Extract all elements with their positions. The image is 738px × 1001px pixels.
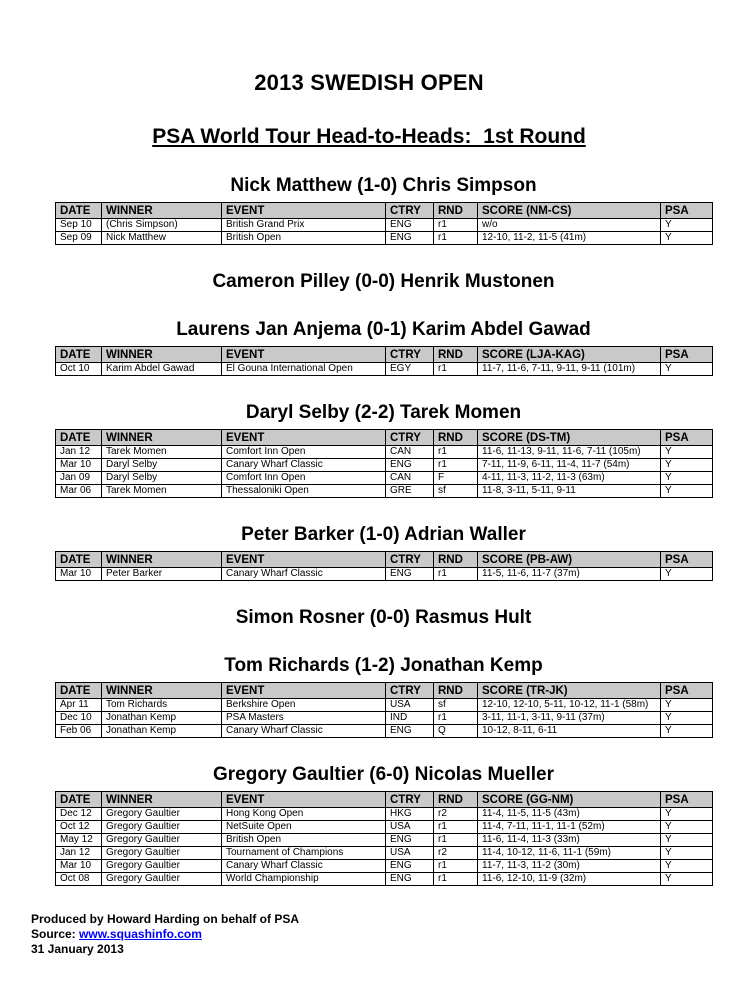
cell-score: 10-12, 8-11, 6-11 xyxy=(478,725,661,738)
cell-psa: Y xyxy=(661,808,713,821)
cell-ctry: ENG xyxy=(386,834,434,847)
match-row xyxy=(56,699,713,712)
cell-score: 11-6, 11-4, 11-3 (33m) xyxy=(478,834,661,847)
cell-score: 4-11, 11-3, 11-2, 11-3 (63m) xyxy=(478,472,661,485)
cell-psa: Y xyxy=(661,472,713,485)
matchup-heading: Laurens Jan Anjema (0-1) Karim Abdel Gawad xyxy=(176,319,591,340)
footer-source-label: Source: xyxy=(31,927,76,941)
cell-psa: Y xyxy=(661,821,713,834)
column-header-score: SCORE (LJA-KAG) xyxy=(478,347,661,363)
column-header-ctry: CTRY xyxy=(386,430,434,446)
cell-rnd: r1 xyxy=(434,568,478,581)
cell-winner: Karim Abdel Gawad xyxy=(102,363,222,376)
cell-date: Mar 10 xyxy=(56,459,102,472)
matchup-heading: Tom Richards (1-2) Jonathan Kemp xyxy=(224,655,543,676)
column-header-winner: WINNER xyxy=(102,792,222,808)
cell-score: 7-11, 11-9, 6-11, 11-4, 11-7 (54m) xyxy=(478,459,661,472)
column-header-event: EVENT xyxy=(222,203,386,219)
cell-date: Oct 08 xyxy=(56,873,102,886)
column-header-psa: PSA xyxy=(661,430,713,446)
cell-date: Sep 09 xyxy=(56,232,102,245)
matchup-heading: Daryl Selby (2-2) Tarek Momen xyxy=(245,402,522,423)
cell-date: Dec 12 xyxy=(56,808,102,821)
cell-score: 11-4, 11-5, 11-5 (43m) xyxy=(478,808,661,821)
cell-rnd: r1 xyxy=(434,219,478,232)
head-to-head-table xyxy=(55,346,713,376)
matchup-heading: Nick Matthew (1-0) Chris Simpson xyxy=(230,175,537,196)
cell-psa: Y xyxy=(661,725,713,738)
cell-ctry: IND xyxy=(386,712,434,725)
cell-score: 3-11, 11-1, 3-11, 9-11 (37m) xyxy=(478,712,661,725)
cell-date: Jan 09 xyxy=(56,472,102,485)
cell-winner: Gregory Gaultier xyxy=(102,860,222,873)
cell-winner: Gregory Gaultier xyxy=(102,834,222,847)
head-to-head-table xyxy=(55,429,713,498)
matchup-section xyxy=(55,271,712,293)
cell-date: Jan 12 xyxy=(56,847,102,860)
column-header-date: DATE xyxy=(56,792,102,808)
cell-ctry: ENG xyxy=(386,568,434,581)
cell-date: Sep 10 xyxy=(56,219,102,232)
matchup-section xyxy=(55,764,712,886)
cell-event: Canary Wharf Classic xyxy=(222,568,386,581)
cell-ctry: ENG xyxy=(386,725,434,738)
column-header-psa: PSA xyxy=(661,552,713,568)
cell-date: Dec 10 xyxy=(56,712,102,725)
cell-date: Mar 06 xyxy=(56,485,102,498)
cell-ctry: ENG xyxy=(386,860,434,873)
cell-psa: Y xyxy=(661,712,713,725)
column-header-rnd: RND xyxy=(434,430,478,446)
match-row xyxy=(56,232,713,245)
column-header-date: DATE xyxy=(56,552,102,568)
column-header-winner: WINNER xyxy=(102,203,222,219)
cell-event: El Gouna International Open xyxy=(222,363,386,376)
cell-event: British Open xyxy=(222,232,386,245)
column-header-score: SCORE (PB-AW) xyxy=(478,552,661,568)
column-header-event: EVENT xyxy=(222,792,386,808)
cell-rnd: r1 xyxy=(434,459,478,472)
match-row xyxy=(56,363,713,376)
cell-ctry: HKG xyxy=(386,808,434,821)
cell-psa: Y xyxy=(661,485,713,498)
matchup-heading: Simon Rosner (0-0) Rasmus Hult xyxy=(235,607,532,628)
cell-event: Canary Wharf Classic xyxy=(222,725,386,738)
cell-rnd: r1 xyxy=(434,446,478,459)
cell-date: Mar 10 xyxy=(56,568,102,581)
cell-score: 11-7, 11-3, 11-2 (30m) xyxy=(478,860,661,873)
cell-date: Mar 10 xyxy=(56,860,102,873)
cell-ctry: USA xyxy=(386,847,434,860)
cell-psa: Y xyxy=(661,873,713,886)
cell-score: 11-6, 12-10, 11-9 (32m) xyxy=(478,873,661,886)
cell-psa: Y xyxy=(661,232,713,245)
cell-ctry: USA xyxy=(386,821,434,834)
column-header-event: EVENT xyxy=(222,683,386,699)
cell-rnd: r1 xyxy=(434,363,478,376)
column-header-date: DATE xyxy=(56,683,102,699)
cell-rnd: r2 xyxy=(434,808,478,821)
cell-winner: Gregory Gaultier xyxy=(102,847,222,860)
table-header-row xyxy=(56,552,713,568)
column-header-date: DATE xyxy=(56,347,102,363)
cell-rnd: sf xyxy=(434,699,478,712)
cell-rnd: sf xyxy=(434,485,478,498)
column-header-date: DATE xyxy=(56,430,102,446)
head-to-head-table xyxy=(55,202,713,245)
cell-ctry: CAN xyxy=(386,446,434,459)
cell-psa: Y xyxy=(661,847,713,860)
table-header-row xyxy=(56,792,713,808)
cell-rnd: r1 xyxy=(434,821,478,834)
matchup-section xyxy=(55,402,712,498)
footer-source-line xyxy=(31,927,738,942)
column-header-score: SCORE (TR-JK) xyxy=(478,683,661,699)
matchups-container xyxy=(55,175,712,886)
cell-score: 11-7, 11-6, 7-11, 9-11, 9-11 (101m) xyxy=(478,363,661,376)
column-header-psa: PSA xyxy=(661,683,713,699)
column-header-rnd: RND xyxy=(434,683,478,699)
column-header-winner: WINNER xyxy=(102,552,222,568)
page-title: 2013 SWEDISH OPEN xyxy=(254,70,484,95)
cell-event: Berkshire Open xyxy=(222,699,386,712)
cell-event: Hong Kong Open xyxy=(222,808,386,821)
cell-winner: Daryl Selby xyxy=(102,459,222,472)
cell-score: 12-10, 12-10, 5-11, 10-12, 11-1 (58m) xyxy=(478,699,661,712)
match-row xyxy=(56,860,713,873)
cell-winner: Daryl Selby xyxy=(102,472,222,485)
head-to-head-table xyxy=(55,791,713,886)
match-row xyxy=(56,485,713,498)
cell-event: Canary Wharf Classic xyxy=(222,860,386,873)
match-row xyxy=(56,712,713,725)
cell-event: Comfort Inn Open xyxy=(222,472,386,485)
cell-score: 12-10, 11-2, 11-5 (41m) xyxy=(478,232,661,245)
cell-rnd: r1 xyxy=(434,232,478,245)
cell-event: NetSuite Open xyxy=(222,821,386,834)
head-to-head-table xyxy=(55,551,713,581)
cell-winner: Jonathan Kemp xyxy=(102,725,222,738)
cell-ctry: ENG xyxy=(386,232,434,245)
match-row xyxy=(56,459,713,472)
match-row xyxy=(56,873,713,886)
table-header-row xyxy=(56,347,713,363)
matchup-section xyxy=(55,524,712,581)
match-row xyxy=(56,568,713,581)
cell-date: Oct 12 xyxy=(56,821,102,834)
cell-score: 11-4, 10-12, 11-6, 11-1 (59m) xyxy=(478,847,661,860)
cell-ctry: ENG xyxy=(386,459,434,472)
cell-event: British Open xyxy=(222,834,386,847)
cell-rnd: Q xyxy=(434,725,478,738)
match-row xyxy=(56,472,713,485)
footer xyxy=(31,912,738,957)
cell-winner: Gregory Gaultier xyxy=(102,821,222,834)
cell-rnd: F xyxy=(434,472,478,485)
column-header-ctry: CTRY xyxy=(386,683,434,699)
cell-ctry: EGY xyxy=(386,363,434,376)
column-header-event: EVENT xyxy=(222,552,386,568)
cell-psa: Y xyxy=(661,219,713,232)
cell-ctry: USA xyxy=(386,699,434,712)
footer-produced-by: Produced by Howard Harding on behalf of PSA xyxy=(31,912,300,926)
cell-score: 11-8, 3-11, 5-11, 9-11 xyxy=(478,485,661,498)
cell-winner: Tarek Momen xyxy=(102,485,222,498)
matchup-heading: Peter Barker (1-0) Adrian Waller xyxy=(241,524,526,545)
cell-psa: Y xyxy=(661,699,713,712)
column-header-ctry: CTRY xyxy=(386,347,434,363)
cell-psa: Y xyxy=(661,363,713,376)
column-header-rnd: RND xyxy=(434,347,478,363)
cell-winner: Tarek Momen xyxy=(102,446,222,459)
cell-event: Thessaloniki Open xyxy=(222,485,386,498)
cell-score: 11-4, 7-11, 11-1, 11-1 (52m) xyxy=(478,821,661,834)
cell-winner: Gregory Gaultier xyxy=(102,808,222,821)
match-row xyxy=(56,219,713,232)
column-header-event: EVENT xyxy=(222,347,386,363)
cell-winner: (Chris Simpson) xyxy=(102,219,222,232)
match-row xyxy=(56,821,713,834)
match-row xyxy=(56,446,713,459)
cell-date: Apr 11 xyxy=(56,699,102,712)
cell-event: British Grand Prix xyxy=(222,219,386,232)
cell-winner: Jonathan Kemp xyxy=(102,712,222,725)
column-header-rnd: RND xyxy=(434,552,478,568)
table-header-row xyxy=(56,203,713,219)
cell-rnd: r1 xyxy=(434,873,478,886)
cell-winner: Tom Richards xyxy=(102,699,222,712)
column-header-date: DATE xyxy=(56,203,102,219)
table-header-row xyxy=(56,430,713,446)
column-header-ctry: CTRY xyxy=(386,792,434,808)
column-header-winner: WINNER xyxy=(102,683,222,699)
footer-source-link[interactable]: www.squashinfo.com xyxy=(79,927,202,941)
matchup-section xyxy=(55,655,712,738)
cell-psa: Y xyxy=(661,860,713,873)
cell-winner: Nick Matthew xyxy=(102,232,222,245)
cell-date: Feb 06 xyxy=(56,725,102,738)
cell-score: w/o xyxy=(478,219,661,232)
cell-rnd: r1 xyxy=(434,712,478,725)
column-header-ctry: CTRY xyxy=(386,203,434,219)
cell-event: PSA Masters xyxy=(222,712,386,725)
matchup-heading: Gregory Gaultier (6-0) Nicolas Mueller xyxy=(212,764,555,785)
cell-ctry: ENG xyxy=(386,873,434,886)
cell-psa: Y xyxy=(661,834,713,847)
page-subtitle: PSA World Tour Head-to-Heads: 1st Round xyxy=(152,125,586,148)
cell-rnd: r1 xyxy=(434,860,478,873)
footer-date: 31 January 2013 xyxy=(31,942,124,956)
cell-event: Tournament of Champions xyxy=(222,847,386,860)
column-header-rnd: RND xyxy=(434,792,478,808)
cell-date: May 12 xyxy=(56,834,102,847)
table-header-row xyxy=(56,683,713,699)
column-header-winner: WINNER xyxy=(102,347,222,363)
match-row xyxy=(56,725,713,738)
cell-psa: Y xyxy=(661,459,713,472)
column-header-score: SCORE (DS-TM) xyxy=(478,430,661,446)
cell-winner: Peter Barker xyxy=(102,568,222,581)
cell-date: Jan 12 xyxy=(56,446,102,459)
matchup-section xyxy=(55,175,712,245)
column-header-score: SCORE (NM-CS) xyxy=(478,203,661,219)
cell-event: World Championship xyxy=(222,873,386,886)
matchup-heading: Cameron Pilley (0-0) Henrik Mustonen xyxy=(212,271,555,292)
column-header-psa: PSA xyxy=(661,792,713,808)
cell-ctry: ENG xyxy=(386,219,434,232)
match-row xyxy=(56,847,713,860)
cell-psa: Y xyxy=(661,568,713,581)
matchup-section xyxy=(55,607,712,629)
cell-psa: Y xyxy=(661,446,713,459)
column-header-event: EVENT xyxy=(222,430,386,446)
match-row xyxy=(56,808,713,821)
column-header-psa: PSA xyxy=(661,347,713,363)
cell-ctry: GRE xyxy=(386,485,434,498)
column-header-winner: WINNER xyxy=(102,430,222,446)
column-header-ctry: CTRY xyxy=(386,552,434,568)
cell-ctry: CAN xyxy=(386,472,434,485)
head-to-head-table xyxy=(55,682,713,738)
cell-winner: Gregory Gaultier xyxy=(102,873,222,886)
column-header-score: SCORE (GG-NM) xyxy=(478,792,661,808)
match-row xyxy=(56,834,713,847)
matchup-section xyxy=(55,319,712,376)
cell-rnd: r2 xyxy=(434,847,478,860)
column-header-psa: PSA xyxy=(661,203,713,219)
cell-event: Canary Wharf Classic xyxy=(222,459,386,472)
cell-score: 11-5, 11-6, 11-7 (37m) xyxy=(478,568,661,581)
cell-score: 11-6, 11-13, 9-11, 11-6, 7-11 (105m) xyxy=(478,446,661,459)
cell-event: Comfort Inn Open xyxy=(222,446,386,459)
column-header-rnd: RND xyxy=(434,203,478,219)
cell-rnd: r1 xyxy=(434,834,478,847)
cell-date: Oct 10 xyxy=(56,363,102,376)
